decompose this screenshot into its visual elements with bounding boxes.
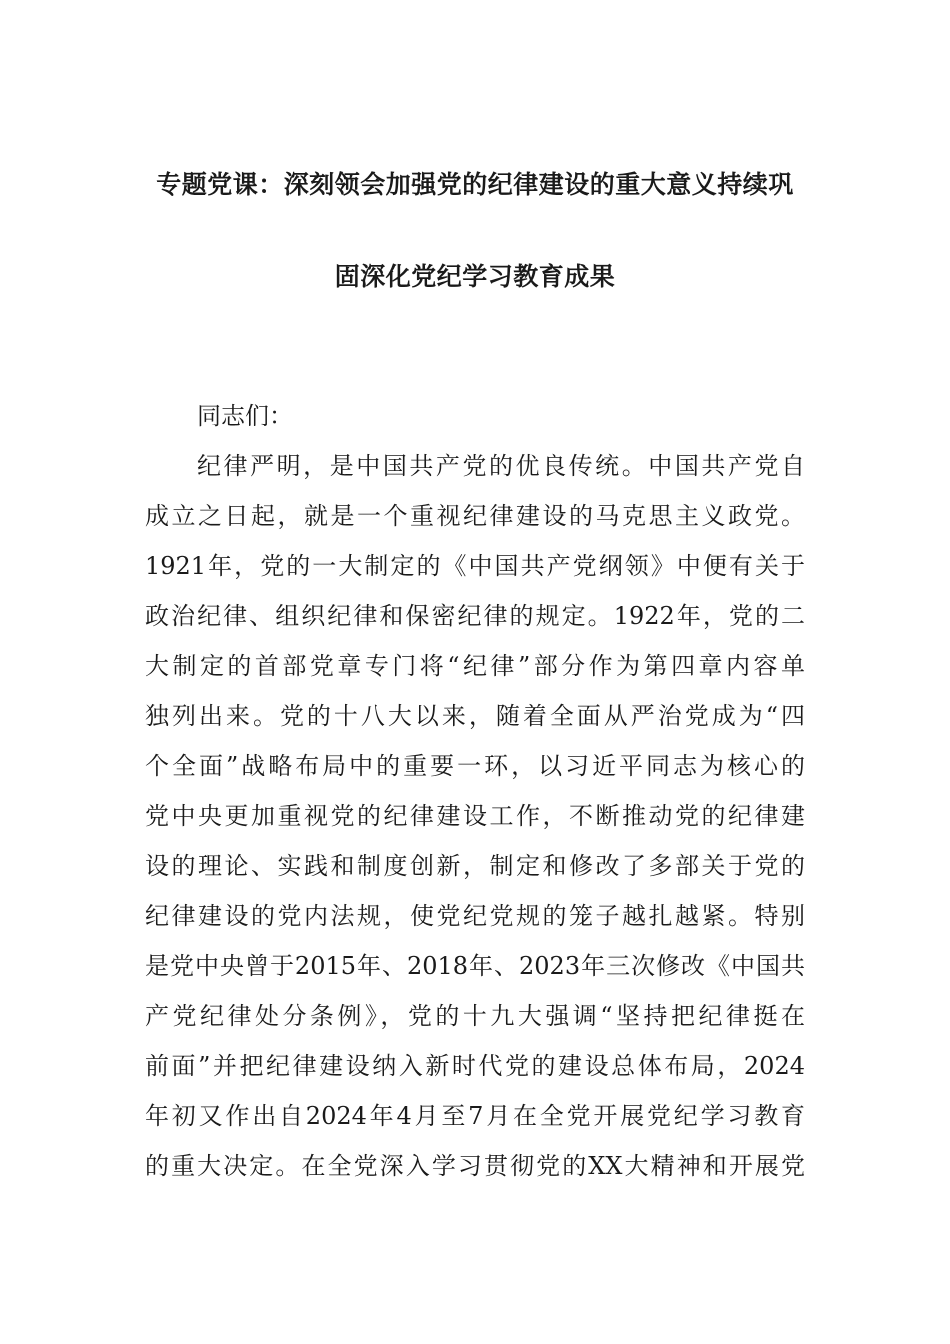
paragraph-line: 前面”并把纪律建设纳入新时代党的建设总体布局，2024 — [145, 1052, 805, 1080]
paragraph-line: 设的理论、实践和制度创新，制定和修改了多部关于党的 — [145, 852, 805, 880]
paragraph-line: 产党纪律处分条例》，党的十九大强调“坚持把纪律挺在 — [145, 1002, 805, 1030]
paragraph-line: 党中央更加重视党的纪律建设工作，不断推动党的纪律建 — [145, 802, 805, 830]
paragraph-line: 纪律建设的党内法规，使党纪党规的笼子越扎越紧。特别 — [145, 902, 805, 930]
paragraph-line: 大制定的首部党章专门将“纪律”部分作为第四章内容单 — [145, 652, 805, 680]
paragraph-line: 政治纪律、组织纪律和保密纪律的规定。1922年，党的二 — [145, 602, 805, 630]
paragraph-line: 成立之日起，就是一个重视纪律建设的马克思主义政党。 — [145, 502, 805, 530]
greeting: 同志们： — [197, 402, 293, 430]
paragraph-line: 的重大决定。在全党深入学习贯彻党的XX大精神和开展党 — [145, 1152, 805, 1180]
paragraph-line: 1921年，党的一大制定的《中国共产党纲领》中便有关于 — [145, 552, 805, 580]
document-title-line-2: 固深化党纪学习教育成果 — [334, 262, 616, 291]
paragraph-line: 纪律严明，是中国共产党的优良传统。中国共产党自 — [197, 452, 805, 480]
paragraph-line: 是党中央曾于2015年、2018年、2023年三次修改《中国共 — [145, 952, 805, 980]
document-title-line-1: 专题党课：深刻领会加强党的纪律建设的重大意义持续巩 — [156, 170, 794, 199]
paragraph-line: 个全面”战略布局中的重要一环，以习近平同志为核心的 — [145, 752, 805, 780]
paragraph-line: 独列出来。党的十八大以来，随着全面从严治党成为“四 — [145, 702, 805, 730]
paragraph-line: 年初又作出自2024年4月至7月在全党开展党纪学习教育 — [145, 1102, 805, 1130]
